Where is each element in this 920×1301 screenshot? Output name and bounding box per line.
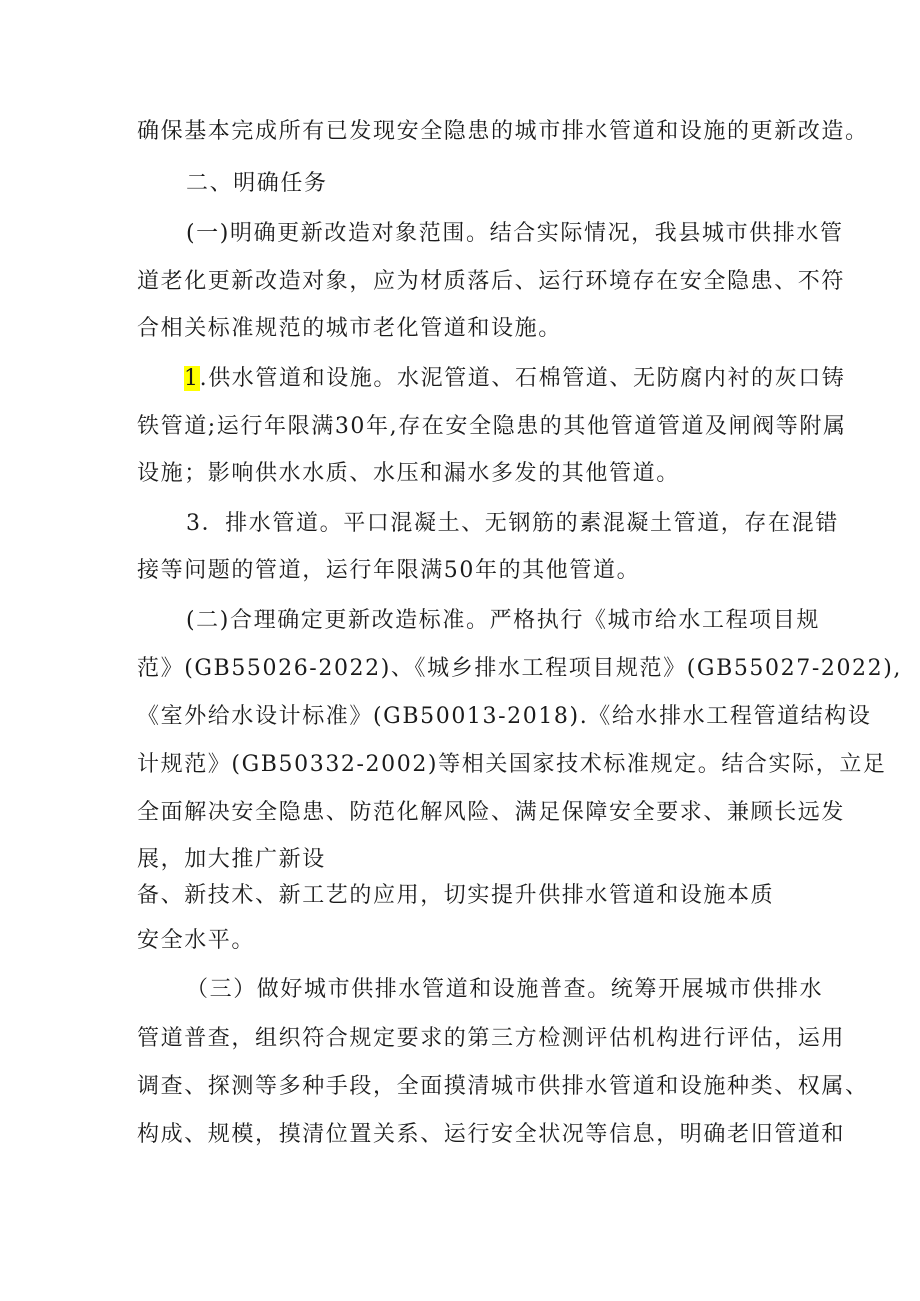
text-line: 构成、规模，摸清位置关系、运行安全状况等信息，明确老旧管道和	[137, 1122, 846, 1147]
text-line: 接等问题的管道，运行年限满50年的其他管道。	[137, 558, 641, 583]
text-line: 调查、探测等多种手段，全面摸清城市供排水管道和设施种类、权属、	[137, 1074, 869, 1099]
text-line: 计规范》(GB50332-2002)等相关国家技术标准规定。结合实际，立足	[137, 752, 887, 777]
text-line: 道老化更新改造对象，应为材质落后、运行环境存在安全隐患、不符	[137, 269, 846, 294]
highlighted-number: 1	[184, 366, 200, 391]
text-span: .供水管道和设施。水泥管道、石棉管道、无防腐内衬的灰口铸	[199, 366, 846, 391]
text-line: 《室外给水设计标准》(GB50013-2018).《给水排水工程管道结构设	[137, 704, 872, 729]
text-line: 3．排水管道。平口混凝土、无钢筋的素混凝土管道，存在混错	[186, 511, 839, 536]
section-heading: 二、明确任务	[186, 171, 328, 196]
text-line: 安全水平。	[137, 928, 256, 953]
text-line: 铁管道;运行年限满30年,存在安全隐患的其他管道管道及闸阀等附属	[137, 414, 847, 439]
text-line: 确保基本完成所有已发现安全隐患的城市排水管道和设施的更新改造。	[137, 119, 869, 144]
text-line: 管道普查，组织符合规定要求的第三方检测评估机构进行评估，运用	[137, 1026, 846, 1051]
text-line: (一)明确更新改造对象范围。结合实际情况，我县城市供排水管	[186, 221, 844, 246]
text-line: 设施；影响供水水质、水压和漏水多发的其他管道。	[137, 461, 680, 486]
text-line	[184, 364, 845, 394]
text-line: 展，加大推广新设	[137, 847, 326, 872]
text-line: 范》(GB55026-2022)、《城乡排水工程项目规范》(GB55027-2022),	[137, 656, 903, 681]
text-line: 备、新技术、新工艺的应用，切实提升供排水管道和设施本质	[137, 883, 775, 908]
text-line: 全面解决安全隐患、防范化解风险、满足保障安全要求、兼顾长远发	[137, 800, 846, 825]
text-line: （三）做好城市供排水管道和设施普查。统筹开展城市供排水	[186, 977, 824, 1002]
text-line: 合相关标准规范的城市老化管道和设施。	[137, 316, 562, 341]
text-line: (二)合理确定更新改造标准。严格执行《城市给水工程项目规	[186, 608, 820, 633]
